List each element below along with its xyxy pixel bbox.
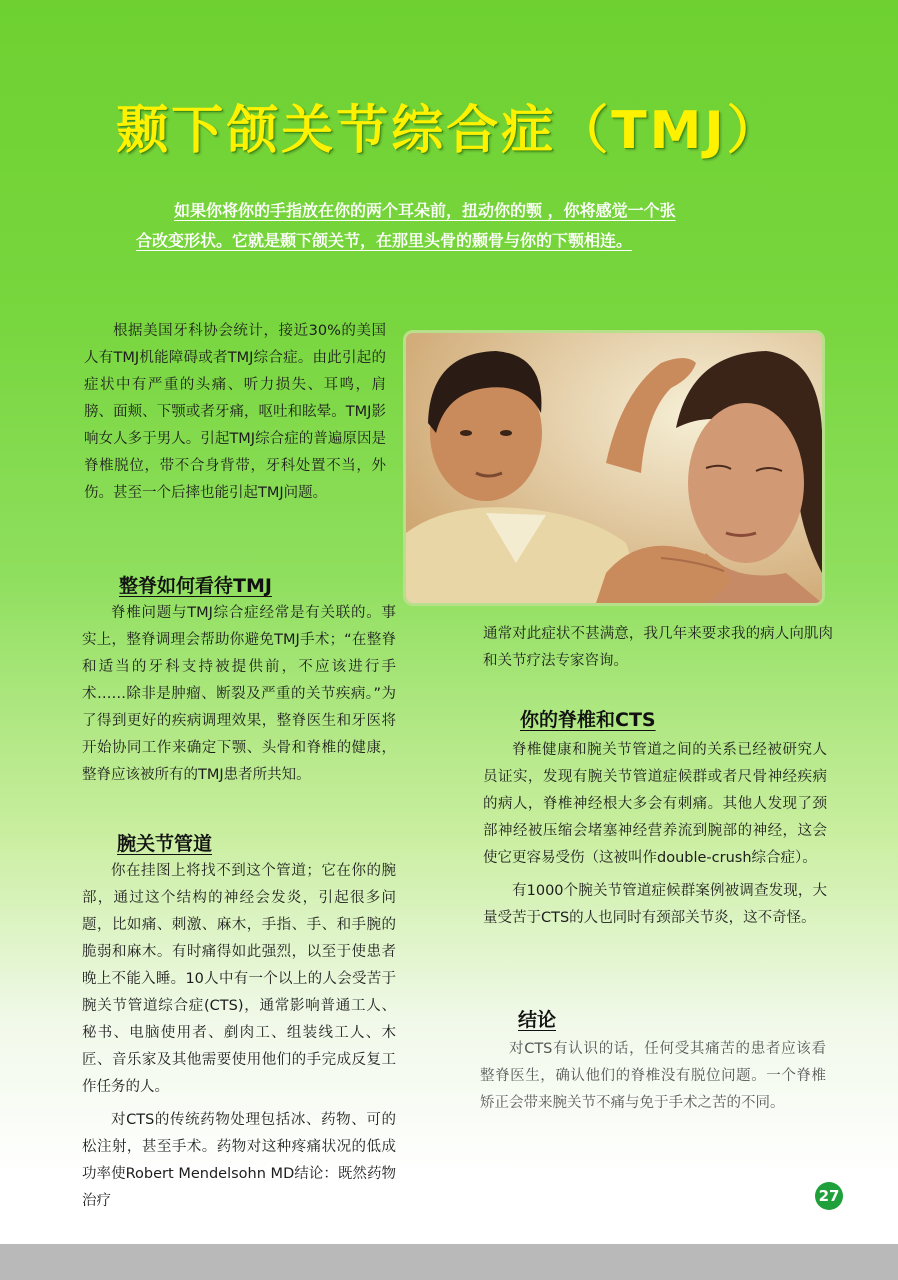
page-number-badge: 27: [815, 1182, 843, 1210]
section-chiropractic-tmj: [82, 600, 396, 789]
section-heading-spine-cts: 你的脊椎和CTS: [520, 709, 656, 731]
page-title: 颞下颌关节综合症（TMJ）: [116, 101, 782, 161]
section-spine-cts: [483, 737, 827, 932]
intro-line-1: 如果你将你的手指放在你的两个耳朵前，扭动你的颚 ，你将感觉一个张: [174, 201, 676, 220]
intro-line-2: 合改变形状。它就是颞下颌关节，在那里头骨的颞骨与你的下颚相连。: [136, 231, 633, 250]
section-carpal-tunnel-continued: [483, 621, 833, 675]
carpal-tunnel-paragraph-1: 你在挂图上将找不到这个管道；它在你的腕部，通过这个结构的神经会发炎，引起很多问题，比如痛、刺激、麻木，手指、手、和手腕的脆弱和麻木。有时痛得如此强烈，以至于使患者晚上不能入睡。10人中有一个以上的人会受苦于腕关节管道综合症(CTS)，通常影响普通工人、秘书、电脑使用者、剷肉工、组装线工人、木匠、音乐家及其他需要使用他们的手完成反复工作任务的人。: [82, 863, 396, 1095]
section-conclusion: [480, 1036, 826, 1117]
intro-text: [136, 196, 776, 256]
spine-cts-paragraph-1: 脊椎健康和腕关节管道之间的关系已经被研究人员证实，发现有腕关节管道症候群或者尺骨神经疾病的病人，脊椎神经根大多会有刺痛。其他人发现了颈部神经被压缩会堵塞神经营养流到腕部的神经，这会使它更容易受伤（这被叫作double-crush综合症）。: [483, 742, 827, 866]
page-bottom-edge: [0, 1244, 898, 1280]
conclusion-paragraph: 对CTS有认识的话，任何受其痛苦的患者应该看整脊医生，确认他们的脊椎没有脱位问题。一个脊椎矫正会带来腕关节不痛与免于手术之苦的不同。: [480, 1041, 826, 1111]
section-carpal-tunnel: [82, 858, 396, 1215]
photo-illustration: [406, 333, 822, 603]
statistics-paragraph: 根据美国牙科协会统计，接近30%的美国人有TMJ机能障碍或者TMJ综合症。由此引起的症状中有严重的头痛、听力损失、耳鸣，肩膀、面颊、下颚或者牙痛，呕吐和眩晕。TMJ影响女人多于男人。引起TMJ综合症的普遍原因是脊椎脱位，带不合身背带，牙科处置不当，外伤。甚至一个后摔也能引起TMJ问题。: [84, 323, 386, 501]
section-heading-conclusion: 结论: [518, 1009, 557, 1031]
section-heading-chiropractic-tmj: 整脊如何看待TMJ: [119, 575, 272, 597]
carpal-tunnel-paragraph-2: 对CTS的传统药物处理包括冰、药物、可的松注射，甚至手术。药物对这种疼痛状况的低成功率使Robert Mendelsohn MD结论：既然药物治疗: [82, 1112, 396, 1209]
chiropractic-tmj-paragraph: 脊椎问题与TMJ综合症经常是有关联的。事实上，整脊调理会帮助你避免TMJ手术；“在整脊和适当的牙科支持被提供前，不应该进行手术……除非是肿瘤、断裂及严重的关节疾病。”为了得到更好的疾病调理效果，整脊医生和牙医将开始协同工作来确定下颚、头骨和脊椎的健康，整脊应该被所有的TMJ患者所共知。: [82, 605, 396, 783]
carpal-tunnel-continued-paragraph: 通常对此症状不甚满意，我几年来要求我的病人向肌肉和关节疗法专家咨询。: [483, 626, 833, 669]
section-statistics: [84, 318, 386, 507]
chiropractor-adjusting-patient-photo: [403, 330, 825, 606]
spine-cts-paragraph-2: 有1000个腕关节管道症候群案例被调查发现，大量受苦于CTS的人也同时有颈部关节炎，这不奇怪。: [483, 883, 827, 926]
section-heading-carpal-tunnel: 腕关节管道: [117, 833, 213, 855]
